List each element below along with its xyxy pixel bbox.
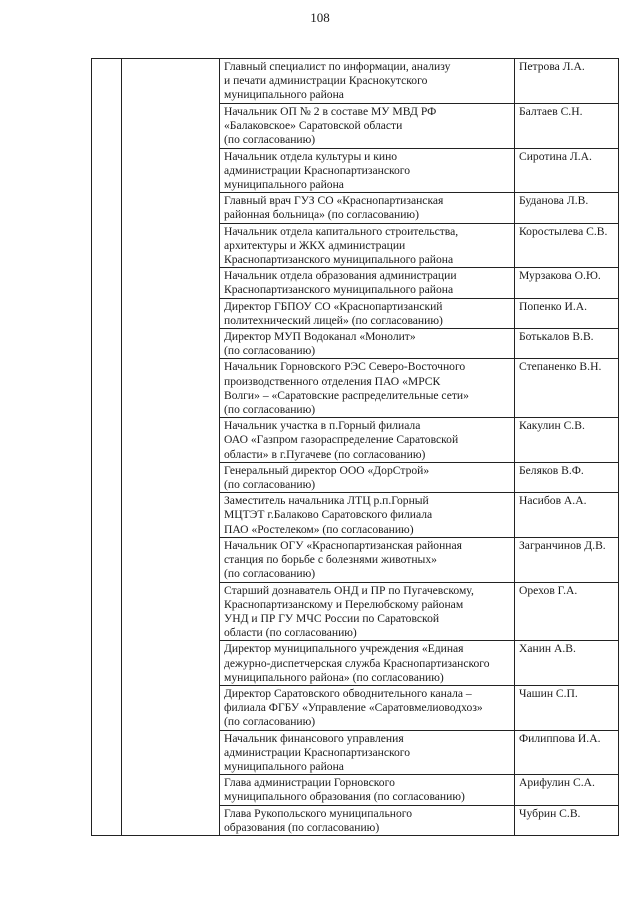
position-cell	[220, 268, 515, 298]
person-name: Ботькалов В.В.	[515, 329, 619, 359]
position-cell	[220, 359, 515, 418]
position-text: Заместитель начальника ЛТЦ р.п.Горный МЦТЭТ г.Балаково Саратовского филиала ПАО «Ростелеком» (по согласованию)	[224, 494, 433, 536]
position-cell	[220, 148, 515, 193]
person-name: Беляков В.Ф.	[515, 462, 619, 492]
position-cell	[220, 685, 515, 730]
person-name: Какулин С.В.	[515, 418, 619, 463]
position-cell	[220, 805, 515, 835]
position-cell	[220, 418, 515, 463]
position-cell	[220, 493, 515, 538]
position-cell	[220, 641, 515, 686]
position-text: Начальник отдела капитального строительства, архитектуры и ЖКХ администрации Краснопартизанского муниципального района	[224, 224, 459, 267]
position-text: Главный специалист по информации, анализу и печати администрации Краснокутского муниципального района	[224, 60, 451, 102]
position-text: Главный врач ГУЗ СО «Краснопартизанская районная больница» (по согласованию)	[224, 194, 444, 222]
position-cell	[220, 104, 515, 149]
position-text: Директор МУП Водоканал «Монолит» (по согласованию)	[224, 330, 416, 358]
position-text: Директор ГБПОУ СО «Краснопартизанский политехнический лицей» (по согласованию)	[224, 299, 443, 327]
position-text: Директор муниципального учреждения «Единая дежурно-диспетчерская служба Краснопартизанского муниципального района» (по согласованию)	[224, 642, 490, 684]
position-text: Начальник финансового управления администрации Краснопартизанского муниципального района	[224, 731, 411, 773]
position-cell	[220, 730, 515, 775]
position-text: Старший дознаватель ОНД и ПР по Пугачевскому, Краснопартизанскому и Перелюбскому районам УНД и ПР ГУ МЧС России по Саратовской области (по согласованию)	[224, 583, 474, 640]
table-row	[92, 59, 619, 104]
position-text: Глава администрации Горновского муниципального образования (по согласованию)	[224, 776, 465, 804]
page-number: 108	[310, 10, 330, 25]
person-name: Петрова Л.А.	[515, 59, 619, 104]
person-name: Чашин С.П.	[515, 685, 619, 730]
person-name: Балтаев С.Н.	[515, 104, 619, 149]
position-text: Начальник участка в п.Горный филиала ОАО «Газпром газораспределение Саратовской области» в г.Пугачеве (по согласованию)	[224, 419, 459, 461]
position-text: Начальник отдела образования администрации Краснопартизанского муниципального района	[224, 269, 457, 297]
empty-column-2	[122, 59, 220, 836]
person-name: Буданова Л.В.	[515, 193, 619, 223]
position-text: Начальник Горновского РЭС Северо-Восточного производственного отделения ПАО «МРСК Волги» – «Саратовские распределительные сети» (по согласованию)	[224, 360, 469, 417]
person-name: Загранчинов Д.В.	[515, 537, 619, 582]
position-cell	[220, 193, 515, 223]
position-text: Начальник отдела культуры и кино администрации Краснопартизанского муниципального района	[224, 149, 411, 192]
position-cell	[220, 462, 515, 492]
members-table-body	[92, 59, 619, 836]
empty-column-1	[92, 59, 122, 836]
position-text: Генеральный директор ООО «ДорСтрой» (по согласованию)	[224, 463, 430, 492]
person-name: Коростылева С.В.	[515, 223, 619, 268]
position-text: Начальник ОП № 2 в составе МУ МВД РФ «Балаковское» Саратовской области (по согласованию)	[224, 105, 437, 147]
person-name: Орехов Г.А.	[515, 582, 619, 641]
person-name: Сиротина Л.А.	[515, 148, 619, 193]
members-table	[91, 58, 619, 836]
position-text: Директор Саратовского обводнительного канала – филиала ФГБУ «Управление «Саратовмелиоводхоз» (по согласованию)	[224, 686, 483, 729]
person-name: Чубрин С.В.	[515, 805, 619, 835]
position-cell	[220, 298, 515, 328]
position-text: Начальник ОГУ «Краснопартизанская районная станция по борьбе с болезнями животных» (по согласованию)	[224, 538, 462, 581]
position-text: Глава Рукопольского муниципального образования (по согласованию)	[224, 806, 413, 834]
position-cell	[220, 329, 515, 359]
person-name: Мурзакова О.Ю.	[515, 268, 619, 298]
position-cell	[220, 582, 515, 641]
position-cell	[220, 223, 515, 268]
person-name: Ханин А.В.	[515, 641, 619, 686]
person-name: Степаненко В.Н.	[515, 359, 619, 418]
position-cell	[220, 59, 515, 104]
person-name: Попенко И.А.	[515, 298, 619, 328]
position-cell	[220, 775, 515, 805]
person-name: Насибов А.А.	[515, 493, 619, 538]
person-name: Филиппова И.А.	[515, 730, 619, 775]
person-name: Арифулин С.А.	[515, 775, 619, 805]
position-cell	[220, 537, 515, 582]
